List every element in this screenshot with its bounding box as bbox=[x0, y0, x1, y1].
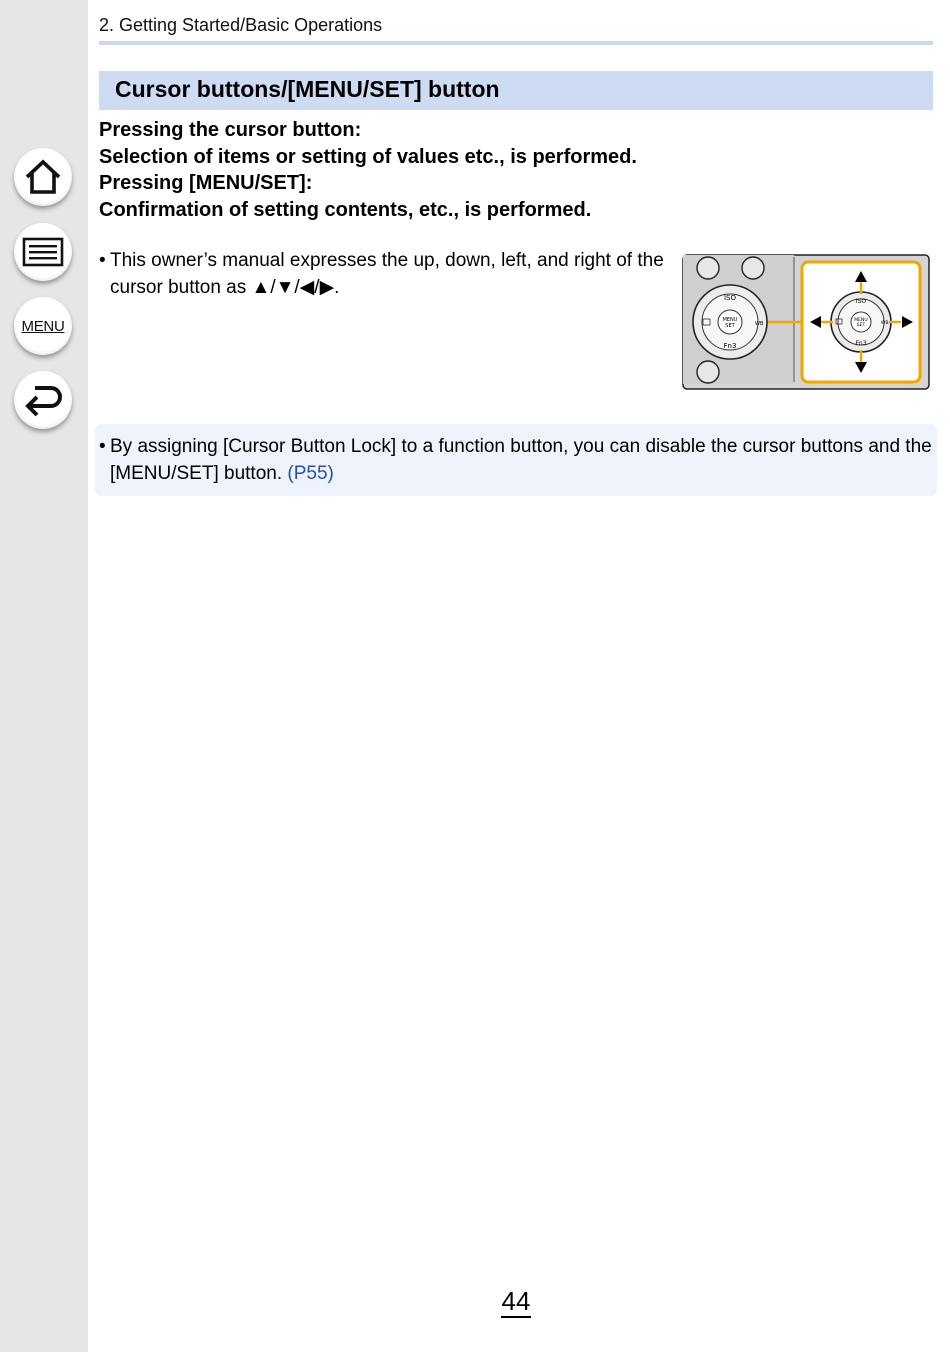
intro-text bbox=[99, 117, 719, 223]
bullet-item bbox=[99, 248, 664, 301]
intro-line: Selection of items or setting of values etc., is performed. bbox=[99, 145, 637, 168]
note-text: By assigning [Cursor Button Lock] to a function button, you can disable the cursor buttons and the [MENU/SET] button. bbox=[110, 436, 932, 484]
back-arrow-icon bbox=[23, 382, 63, 418]
contents-button[interactable] bbox=[14, 223, 72, 281]
page-number-value: 44 bbox=[501, 1286, 531, 1316]
svg-text:ISO: ISO bbox=[723, 294, 737, 302]
svg-text:Fn3: Fn3 bbox=[855, 340, 867, 347]
page-number bbox=[0, 1286, 950, 1317]
camera-button bbox=[697, 257, 719, 279]
svg-text:Fn3: Fn3 bbox=[723, 342, 737, 350]
sidebar bbox=[0, 0, 88, 1352]
note-item bbox=[99, 434, 935, 487]
home-icon bbox=[23, 157, 63, 197]
bullet-dot: • bbox=[99, 250, 106, 271]
svg-text:WB: WB bbox=[881, 321, 889, 326]
intro-line: Confirmation of setting contents, etc., is performed. bbox=[99, 198, 592, 221]
menu-icon: MENU bbox=[21, 317, 65, 335]
bullet-dot: • bbox=[99, 436, 106, 457]
svg-text:MENU: MENU bbox=[722, 317, 738, 323]
svg-text:MENU: MENU bbox=[854, 318, 868, 323]
section-heading: Cursor buttons/[MENU/SET] button bbox=[99, 71, 933, 110]
intro-line: Pressing the cursor button: bbox=[99, 119, 362, 141]
menu-button[interactable] bbox=[14, 297, 72, 355]
svg-text:SET: SET bbox=[725, 323, 735, 329]
back-button[interactable] bbox=[14, 371, 72, 429]
camera-button bbox=[697, 361, 719, 383]
svg-text:ISO: ISO bbox=[855, 298, 867, 305]
header-rule bbox=[99, 41, 933, 45]
list-icon bbox=[22, 237, 64, 267]
home-button[interactable] bbox=[14, 148, 72, 206]
page-reference-link[interactable]: (P55) bbox=[287, 462, 334, 484]
intro-line: Pressing [MENU/SET]: bbox=[99, 172, 313, 194]
svg-text:WB: WB bbox=[755, 321, 764, 327]
camera-button bbox=[742, 257, 764, 279]
breadcrumb: 2. Getting Started/Basic Operations bbox=[99, 15, 383, 35]
bullet-text: This owner’s manual expresses the up, down, left, and right of the cursor button as ▲/▼/◀/▶. bbox=[110, 250, 664, 298]
svg-text:SET: SET bbox=[856, 323, 866, 328]
cursor-button-illustration bbox=[682, 254, 930, 391]
